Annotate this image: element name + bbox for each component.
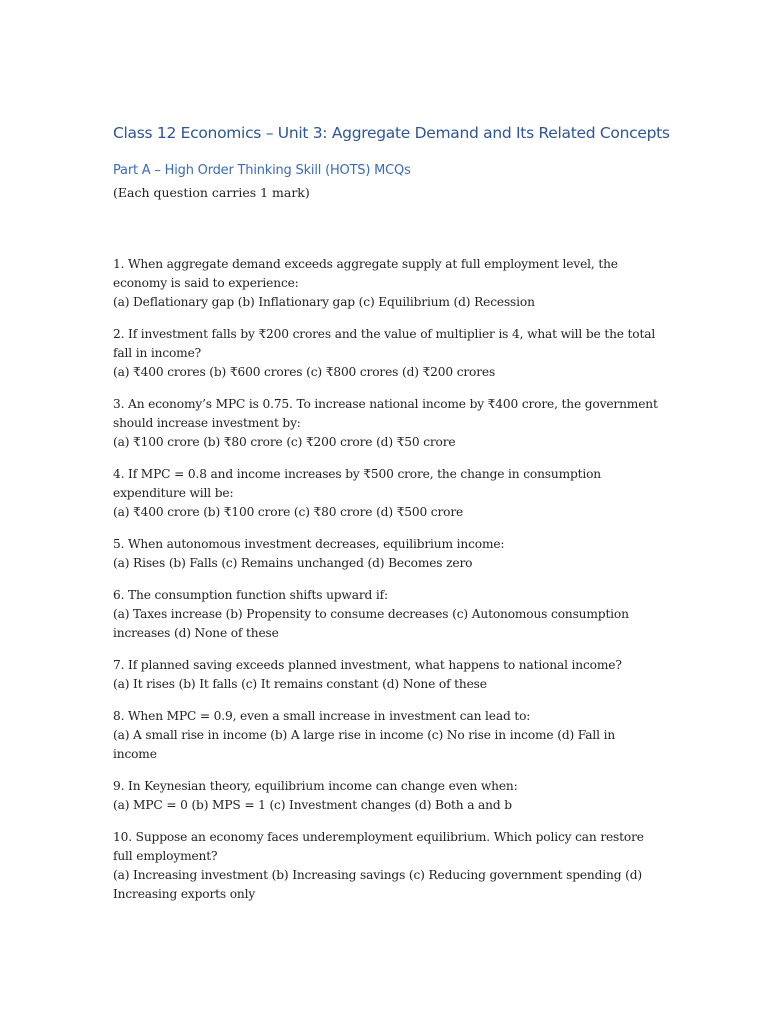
question-options: (a) A small rise in income (b) A large rise in income (c) No rise in income (d) Fall in income (113, 728, 616, 761)
question-stem: 7. If planned saving exceeds planned investment, what happens to national income? (113, 658, 622, 672)
question-item (113, 395, 661, 452)
question-list (113, 255, 661, 917)
question-item (113, 828, 661, 904)
question-options: (a) ₹400 crores (b) ₹600 crores (c) ₹800 crores (d) ₹200 crores (113, 365, 496, 379)
question-options: (a) ₹400 crore (b) ₹100 crore (c) ₹80 crore (d) ₹500 crore (113, 505, 464, 519)
question-item (113, 777, 661, 815)
question-options: (a) ₹100 crore (b) ₹80 crore (c) ₹200 crore (d) ₹50 crore (113, 435, 456, 449)
question-item (113, 707, 661, 764)
section-heading: Part A – High Order Thinking Skill (HOTS) MCQs (113, 163, 411, 178)
question-stem: 9. In Keynesian theory, equilibrium income can change even when: (113, 779, 518, 793)
question-item (113, 325, 661, 382)
document-title: Class 12 Economics – Unit 3: Aggregate Demand and Its Related Concepts (113, 124, 670, 142)
question-options: (a) Taxes increase (b) Propensity to consume decreases (c) Autonomous consumption increases (d) None of these (113, 607, 629, 640)
question-stem: 10. Suppose an economy faces underemployment equilibrium. Which policy can restore full employment? (113, 830, 644, 863)
question-options: (a) Rises (b) Falls (c) Remains unchanged (d) Becomes zero (113, 556, 473, 570)
question-stem: 4. If MPC = 0.8 and income increases by ₹500 crore, the change in consumption expenditure will be: (113, 467, 602, 500)
question-options: (a) Deflationary gap (b) Inflationary gap (c) Equilibrium (d) Recession (113, 295, 535, 309)
question-stem: 3. An economy’s MPC is 0.75. To increase national income by ₹400 crore, the government should increase investment by: (113, 397, 658, 430)
question-stem: 5. When autonomous investment decreases, equilibrium income: (113, 537, 505, 551)
marks-note: (Each question carries 1 mark) (113, 185, 310, 200)
question-stem: 2. If investment falls by ₹200 crores and the value of multiplier is 4, what will be the total fall in income? (113, 327, 656, 360)
question-item (113, 535, 661, 573)
question-item (113, 465, 661, 522)
question-item (113, 255, 661, 312)
question-stem: 8. When MPC = 0.9, even a small increase in investment can lead to: (113, 709, 531, 723)
question-stem: 1. When aggregate demand exceeds aggregate supply at full employment level, the economy is said to experience: (113, 257, 618, 290)
question-item (113, 656, 661, 694)
question-options: (a) MPC = 0 (b) MPS = 1 (c) Investment changes (d) Both a and b (113, 798, 512, 812)
question-options: (a) It rises (b) It falls (c) It remains constant (d) None of these (113, 677, 487, 691)
question-stem: 6. The consumption function shifts upward if: (113, 588, 388, 602)
question-item (113, 586, 661, 643)
question-options: (a) Increasing investment (b) Increasing savings (c) Reducing government spending (d) Increasing exports only (113, 868, 642, 901)
